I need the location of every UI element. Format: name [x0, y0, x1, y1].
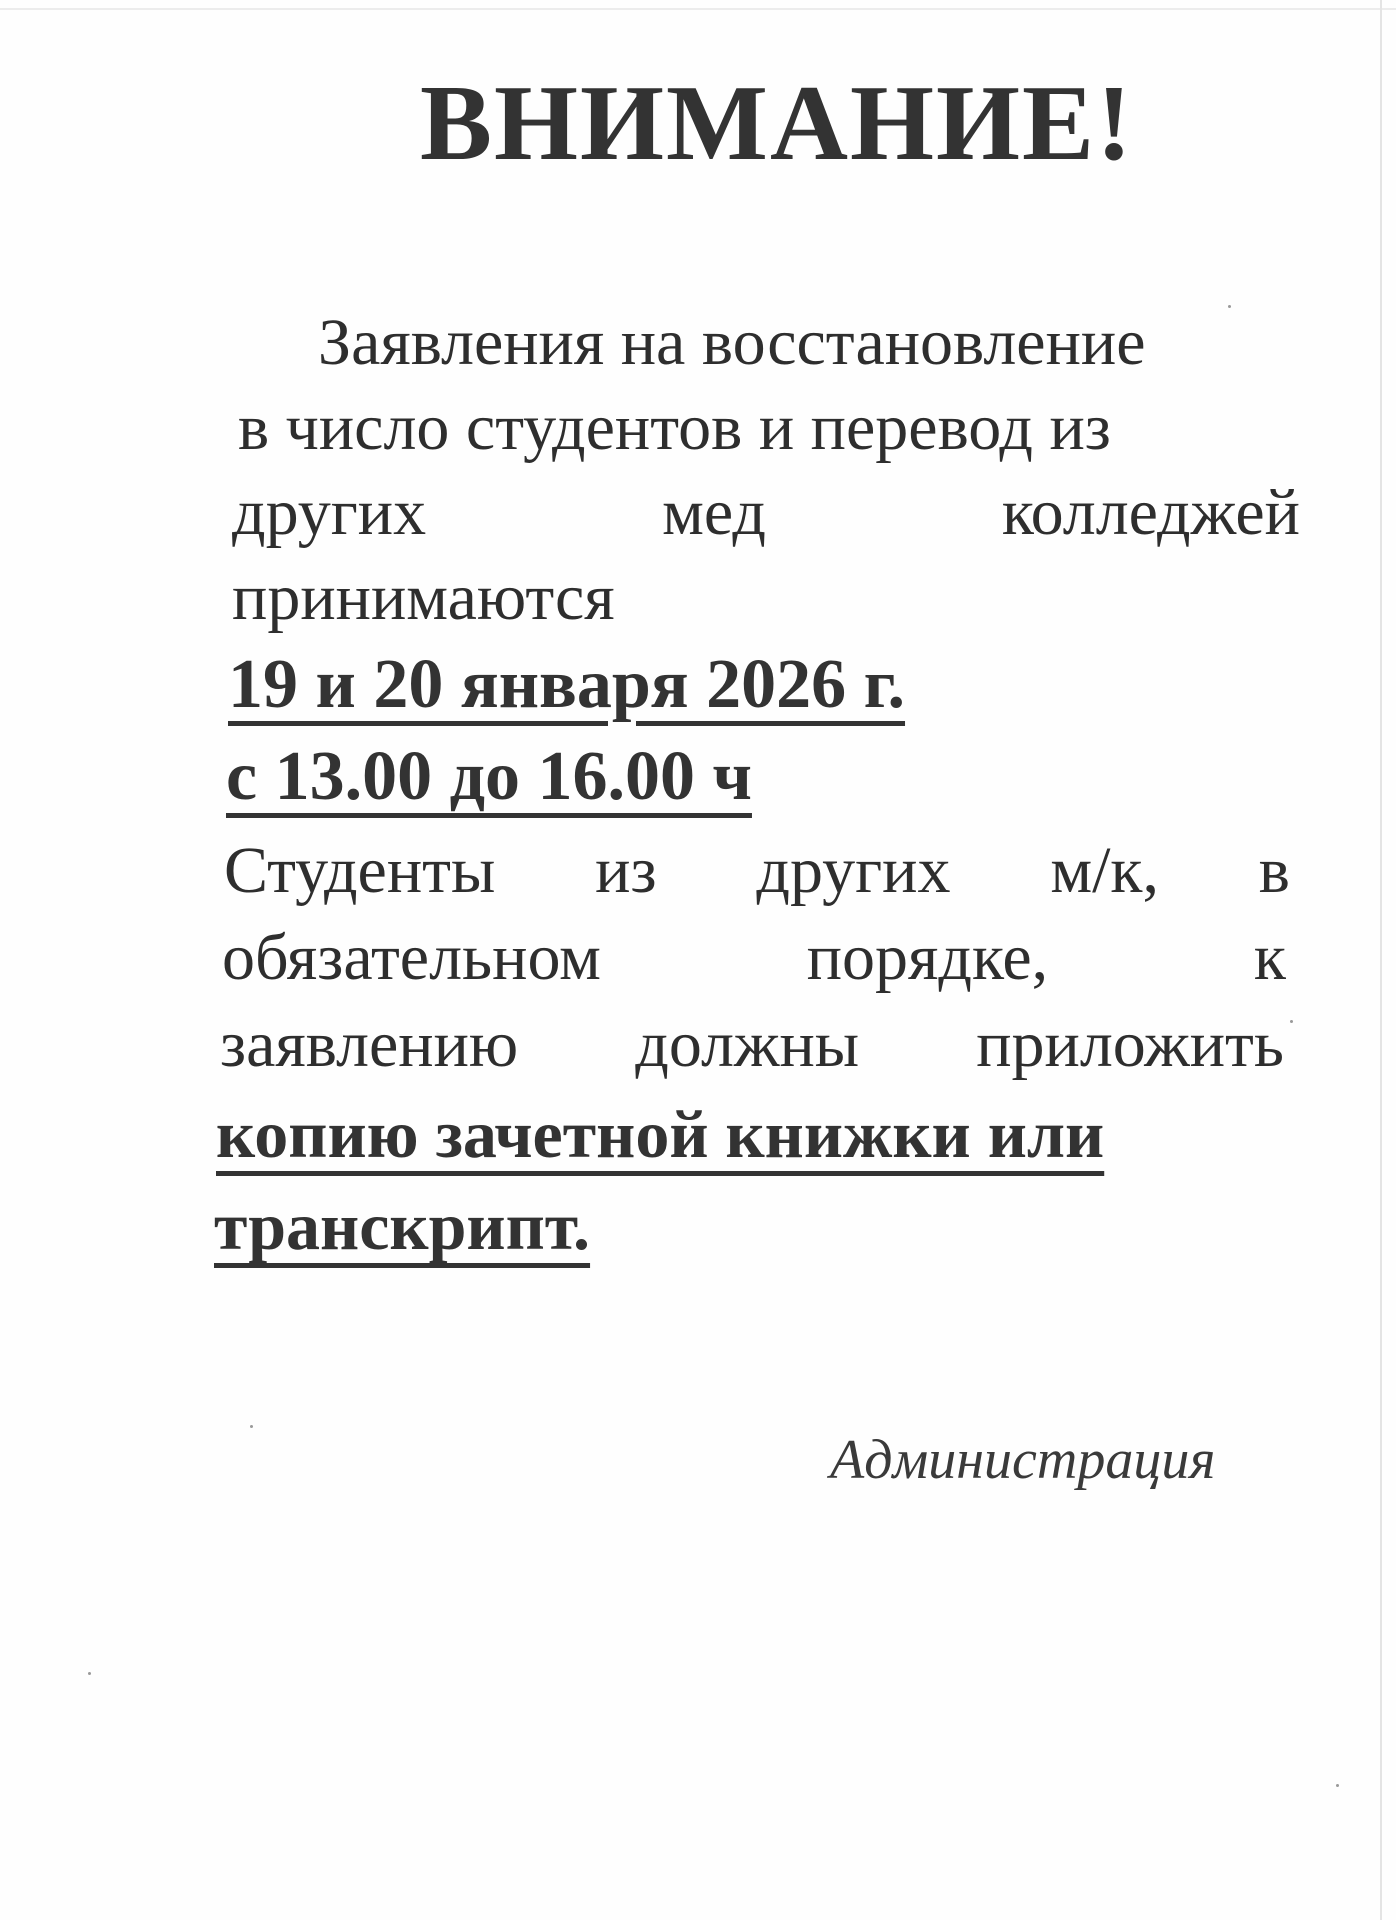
word: мед — [662, 476, 766, 549]
word: из — [595, 834, 657, 907]
word: других — [232, 476, 427, 549]
word: в — [1258, 834, 1290, 907]
scan-speck — [88, 1672, 91, 1675]
word: к — [1253, 921, 1286, 994]
word: порядке, — [806, 921, 1049, 994]
notice-title: ВНИМАНИЕ! — [420, 64, 1134, 183]
word: заявлению — [220, 1008, 519, 1081]
word: других — [756, 834, 951, 907]
paragraph1-line1: Заявления на восстановление — [318, 306, 1146, 379]
scan-speck — [250, 1425, 253, 1428]
signature: Администрация — [830, 1429, 1216, 1491]
time-line: с 13.00 до 16.00 ч — [226, 738, 752, 815]
scan-speck — [1336, 1784, 1339, 1787]
word: м/к, — [1050, 834, 1159, 907]
paragraph2-line1 — [224, 834, 1290, 907]
scan-top-edge — [0, 8, 1396, 10]
paragraph1-line3 — [232, 476, 1300, 549]
date-line: 19 и 20 января 2026 г. — [228, 646, 906, 723]
word: колледжей — [1001, 476, 1300, 549]
paragraph1-line2: в число студентов и перевод из — [238, 391, 1111, 464]
paragraph2-line2 — [222, 921, 1286, 994]
word: должны — [635, 1008, 860, 1081]
scan-speck — [1290, 1020, 1293, 1023]
word: приложить — [976, 1008, 1284, 1081]
scan-speck — [1228, 305, 1231, 308]
word: обязательном — [222, 921, 601, 994]
paragraph2-line3 — [220, 1008, 1284, 1081]
requirement-line1: копию зачетной книжки или — [216, 1096, 1105, 1172]
paragraph1-line4: принимаются — [232, 561, 615, 634]
scan-right-edge — [1380, 0, 1382, 1920]
requirement-line2: транскрипт. — [214, 1188, 591, 1264]
word: Студенты — [224, 834, 496, 907]
